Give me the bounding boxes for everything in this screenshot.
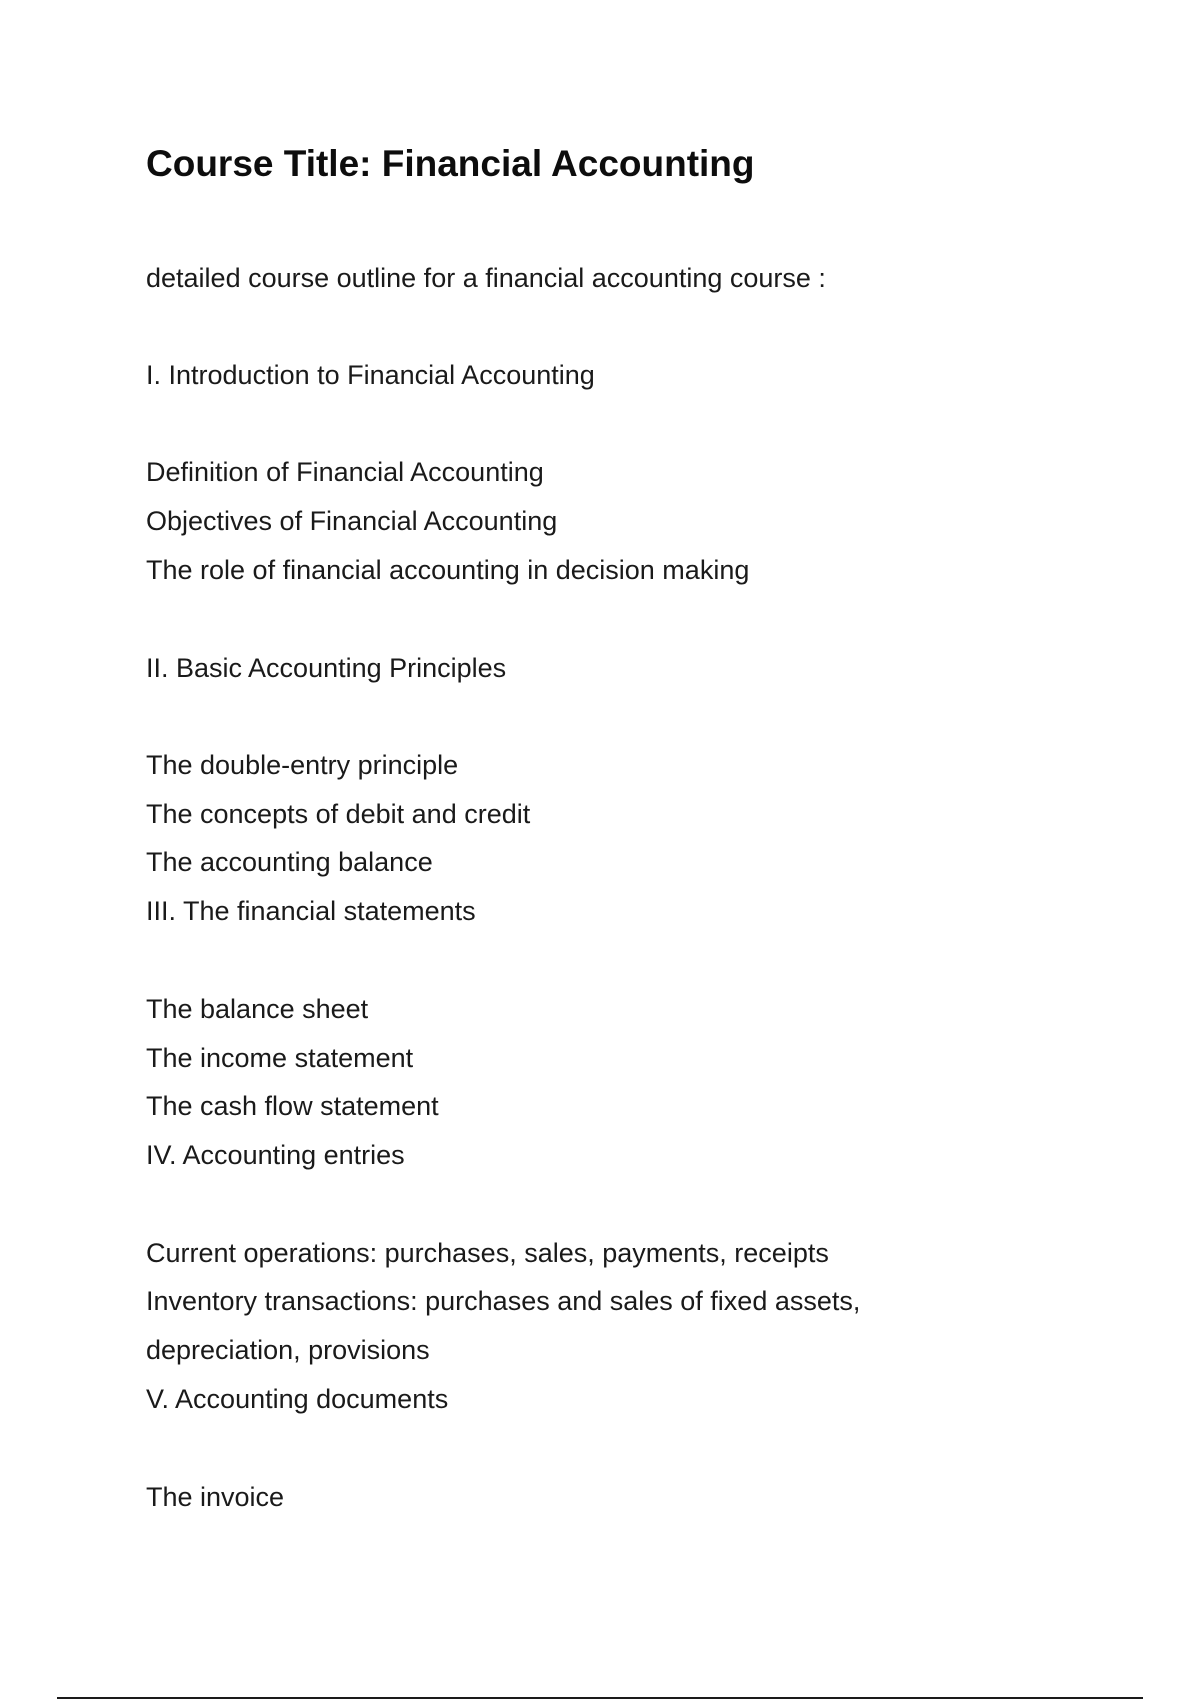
section-heading: V. Accounting documents	[146, 1384, 449, 1414]
list-item: The income statement	[146, 1043, 414, 1073]
list-item: Inventory transactions: purchases and sales of fixed assets,	[146, 1286, 861, 1316]
list-item: The double-entry principle	[146, 750, 459, 780]
list-item: The concepts of debit and credit	[146, 799, 531, 829]
section-heading: IV. Accounting entries	[146, 1140, 405, 1170]
section-heading: II. Basic Accounting Principles	[146, 653, 507, 683]
list-item: Current operations: purchases, sales, payments, receipts	[146, 1238, 829, 1268]
page-title: Course Title: Financial Accounting	[146, 143, 755, 184]
list-item: The invoice	[146, 1482, 285, 1512]
section-heading: III. The financial statements	[146, 896, 476, 926]
list-item: The accounting balance	[146, 847, 433, 877]
list-item: depreciation, provisions	[146, 1335, 430, 1365]
list-item: The role of financial accounting in decision making	[146, 555, 750, 585]
section-heading: I. Introduction to Financial Accounting	[146, 360, 595, 390]
list-item: Objectives of Financial Accounting	[146, 506, 558, 536]
list-item: The balance sheet	[146, 994, 369, 1024]
list-item: Definition of Financial Accounting	[146, 457, 544, 487]
intro-text: detailed course outline for a financial accounting course :	[146, 263, 826, 293]
page-bottom-divider	[57, 1697, 1143, 1699]
list-item: The cash flow statement	[146, 1091, 439, 1121]
